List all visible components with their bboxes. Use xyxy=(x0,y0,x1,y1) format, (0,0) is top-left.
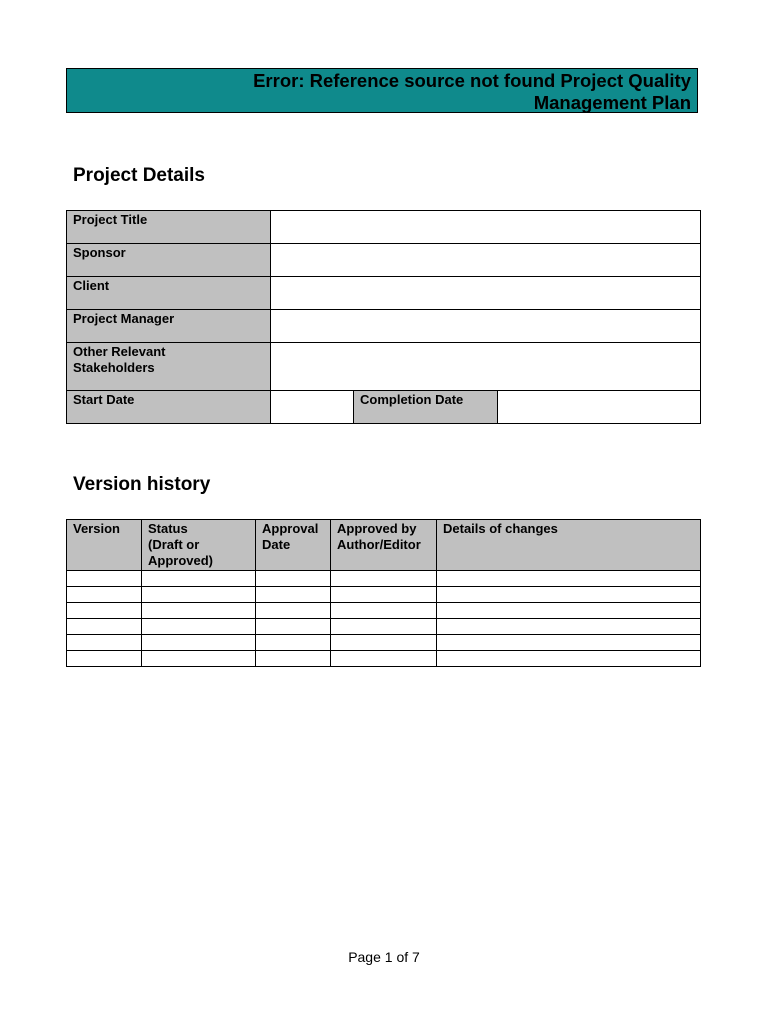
table-cell[interactable] xyxy=(256,635,331,651)
table-row xyxy=(67,603,701,619)
client-row xyxy=(67,277,701,310)
table-cell[interactable] xyxy=(142,587,256,603)
project-title-value-cell[interactable] xyxy=(271,211,701,244)
sponsor-label: Sponsor xyxy=(67,244,271,277)
table-row xyxy=(67,619,701,635)
project-manager-value-cell[interactable] xyxy=(271,310,701,343)
stakeholders-row xyxy=(67,343,701,391)
table-cell[interactable] xyxy=(437,651,701,667)
status-header-line-2: (Draft or xyxy=(148,537,200,552)
version-history-heading: Version history xyxy=(73,474,211,495)
project-manager-row xyxy=(67,310,701,343)
table-row xyxy=(67,635,701,651)
version-history-table xyxy=(66,519,701,667)
approval-date-column-header xyxy=(256,520,331,571)
approved-by-header-line-2: Author/Editor xyxy=(337,537,421,552)
table-cell[interactable] xyxy=(437,635,701,651)
table-cell[interactable] xyxy=(331,571,437,587)
table-cell[interactable] xyxy=(331,587,437,603)
details-column-header: Details of changes xyxy=(437,520,701,571)
table-cell[interactable] xyxy=(67,635,142,651)
table-cell[interactable] xyxy=(142,635,256,651)
stakeholders-value-cell[interactable] xyxy=(271,343,701,391)
table-cell[interactable] xyxy=(67,603,142,619)
completion-date-value-cell[interactable] xyxy=(498,391,701,424)
completion-date-label: Completion Date xyxy=(354,391,498,424)
document-title-line-1: Error: Reference source not found Project Quality xyxy=(253,70,691,91)
approval-header-line-1: Approval xyxy=(262,521,319,536)
client-label: Client xyxy=(67,277,271,310)
table-cell[interactable] xyxy=(67,587,142,603)
table-cell[interactable] xyxy=(437,603,701,619)
approved-by-column-header xyxy=(331,520,437,571)
client-value-cell[interactable] xyxy=(271,277,701,310)
dates-row xyxy=(67,391,701,424)
status-header-line-3: Approved) xyxy=(148,553,213,568)
table-cell[interactable] xyxy=(67,619,142,635)
document-title-banner xyxy=(66,68,698,113)
sponsor-row xyxy=(67,244,701,277)
table-cell[interactable] xyxy=(142,571,256,587)
table-cell[interactable] xyxy=(67,571,142,587)
project-details-table xyxy=(66,210,701,424)
page-number-footer: Page 1 of 7 xyxy=(348,949,420,965)
table-cell[interactable] xyxy=(437,571,701,587)
table-cell[interactable] xyxy=(331,603,437,619)
document-title-line-2: Management Plan xyxy=(533,92,691,113)
stakeholders-label xyxy=(67,343,271,391)
version-column-header: Version xyxy=(67,520,142,571)
start-date-value-cell[interactable] xyxy=(271,391,354,424)
table-cell[interactable] xyxy=(437,619,701,635)
project-title-label: Project Title xyxy=(67,211,271,244)
table-cell[interactable] xyxy=(256,603,331,619)
project-title-row xyxy=(67,211,701,244)
sponsor-value-cell[interactable] xyxy=(271,244,701,277)
start-date-label: Start Date xyxy=(67,391,271,424)
table-row xyxy=(67,587,701,603)
table-cell[interactable] xyxy=(331,651,437,667)
table-cell[interactable] xyxy=(331,635,437,651)
approval-header-line-2: Date xyxy=(262,537,291,552)
table-cell[interactable] xyxy=(142,651,256,667)
status-column-header xyxy=(142,520,256,571)
table-cell[interactable] xyxy=(67,651,142,667)
table-row xyxy=(67,651,701,667)
stakeholders-label-line-1: Other Relevant xyxy=(73,344,166,359)
table-cell[interactable] xyxy=(142,619,256,635)
version-history-header-row xyxy=(67,520,701,571)
table-cell[interactable] xyxy=(331,619,437,635)
approved-by-header-line-1: Approved by xyxy=(337,521,417,536)
table-cell[interactable] xyxy=(256,571,331,587)
status-header-line-1: Status xyxy=(148,521,188,536)
table-cell[interactable] xyxy=(256,587,331,603)
stakeholders-label-line-2: Stakeholders xyxy=(73,360,155,375)
table-cell[interactable] xyxy=(437,587,701,603)
project-details-heading: Project Details xyxy=(73,165,205,186)
table-cell[interactable] xyxy=(256,651,331,667)
table-cell[interactable] xyxy=(142,603,256,619)
table-cell[interactable] xyxy=(256,619,331,635)
project-manager-label: Project Manager xyxy=(67,310,271,343)
table-row xyxy=(67,571,701,587)
